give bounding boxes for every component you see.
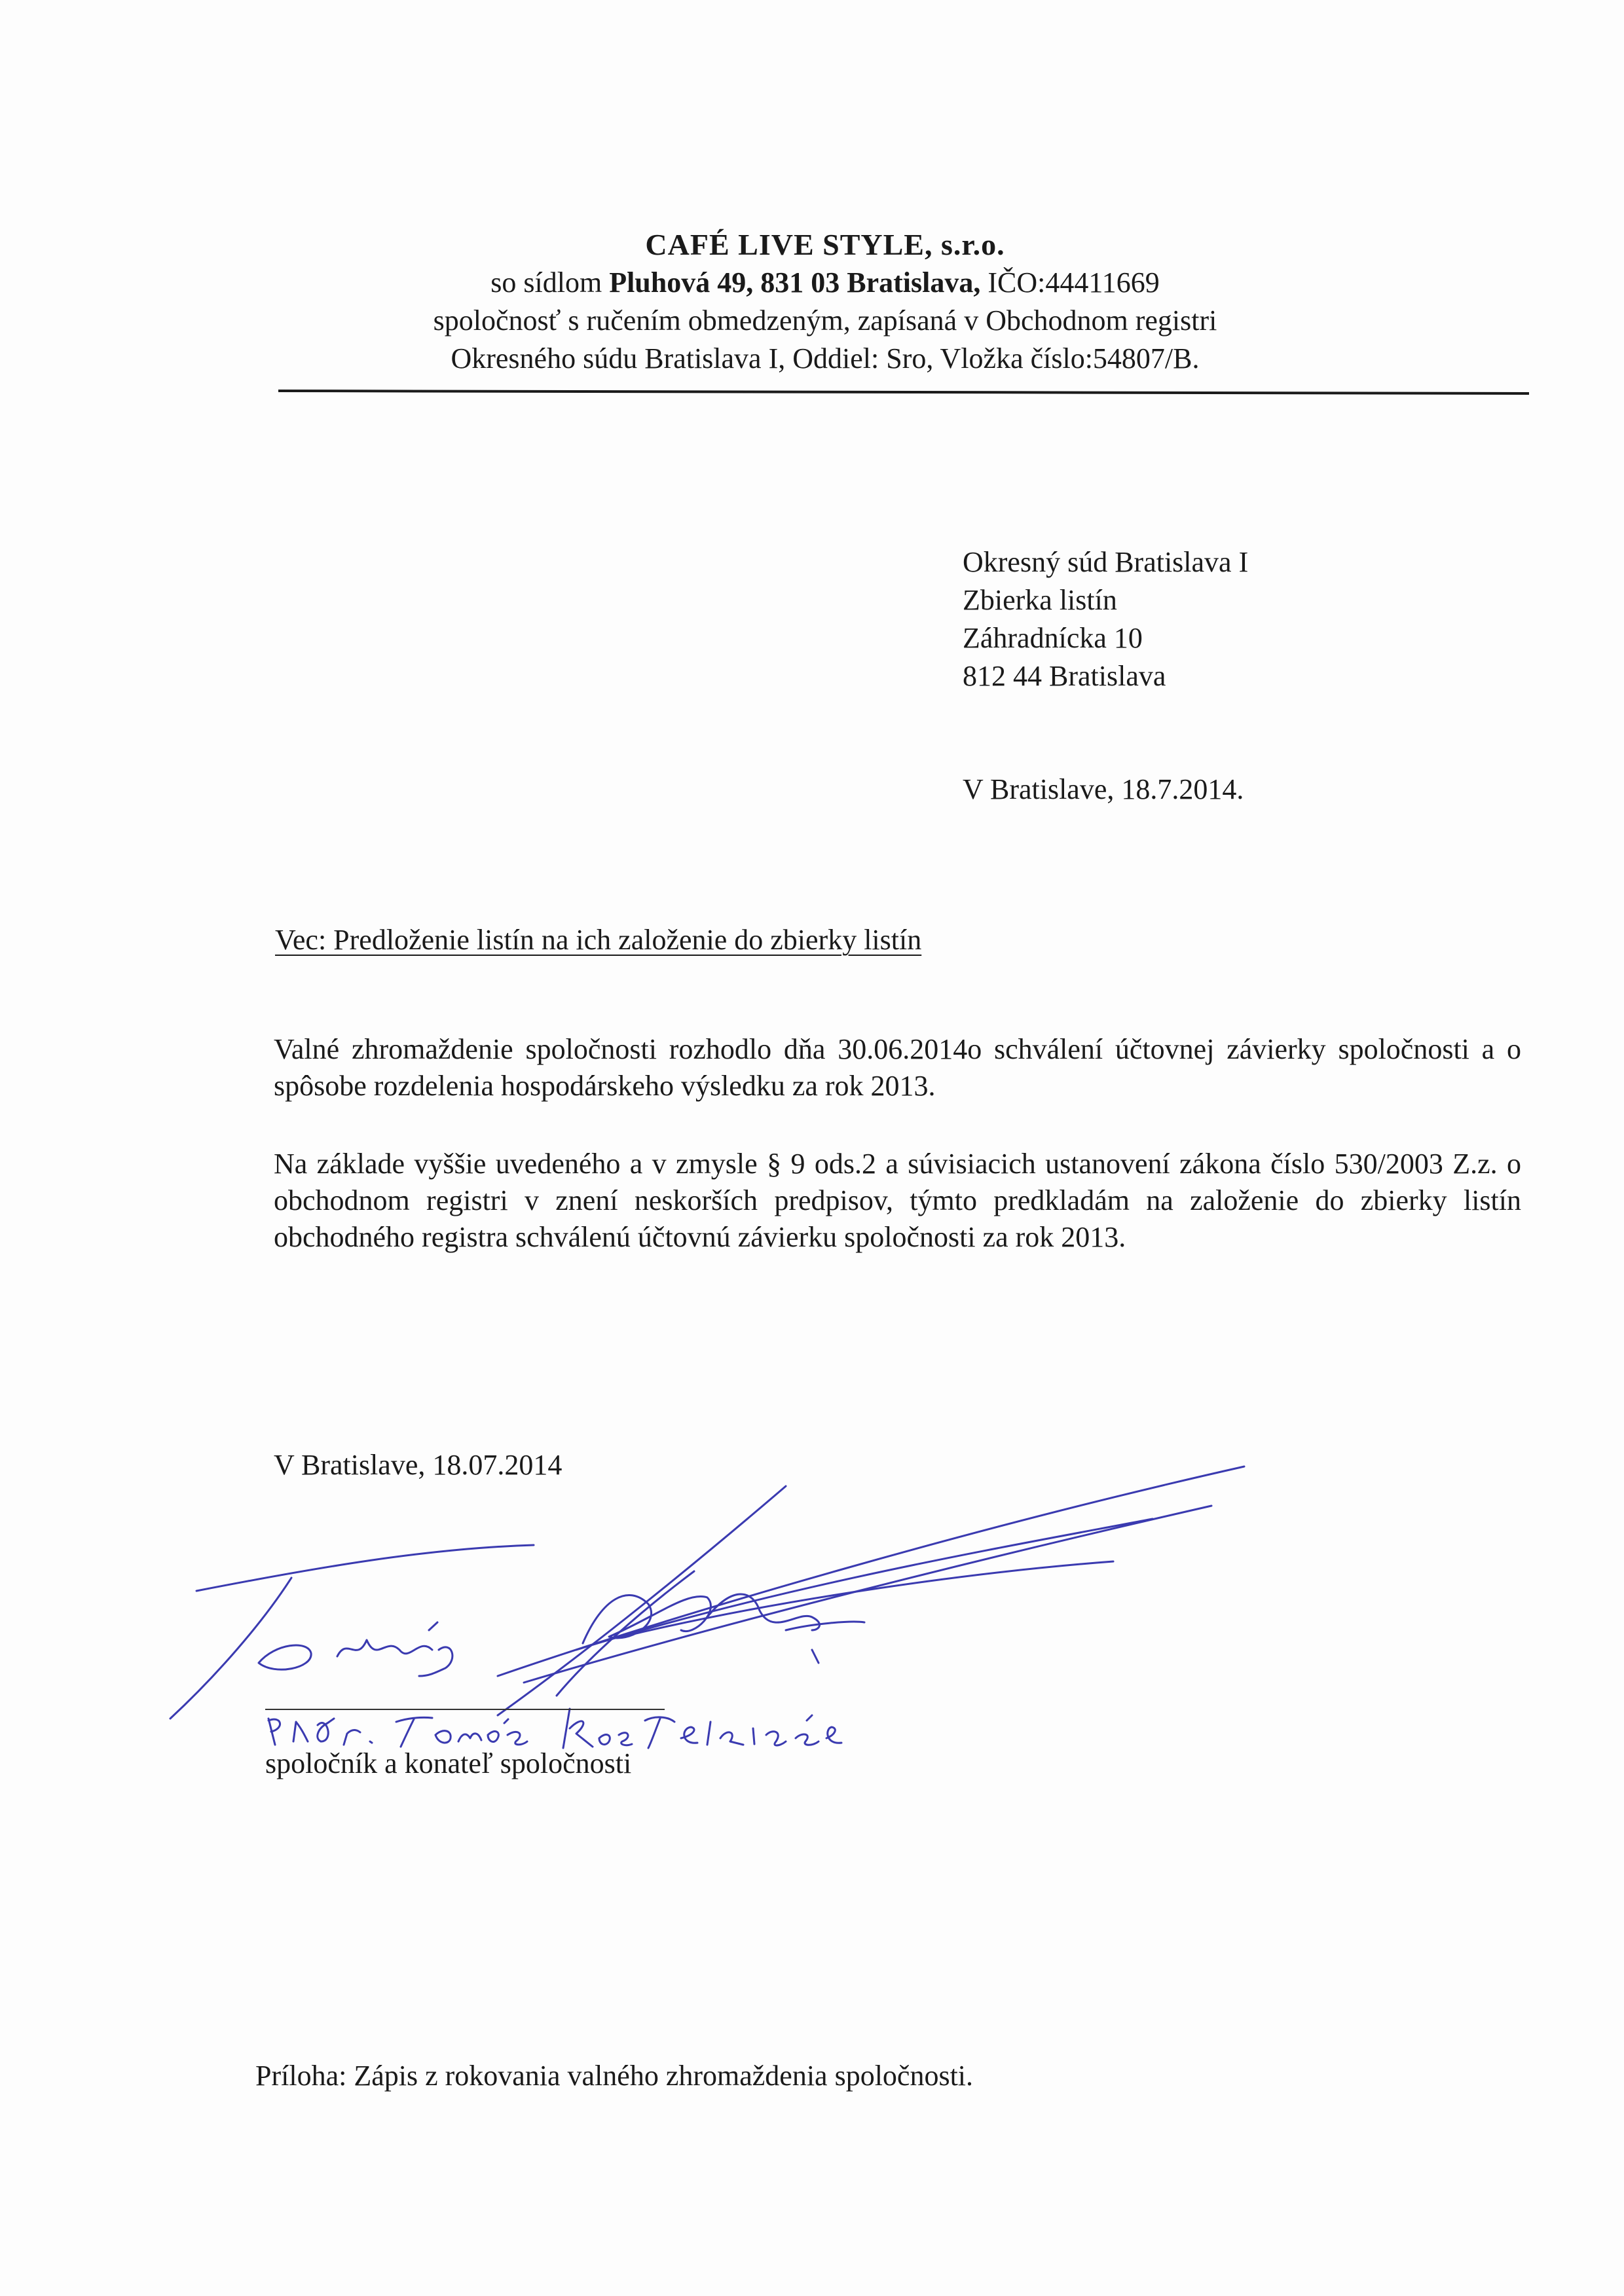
letterhead-divider — [278, 390, 1529, 395]
signature-stroke — [504, 1719, 508, 1723]
company-seat-line — [275, 264, 1375, 302]
place-date-bottom: V Bratislave, 18.07.2014 — [274, 1449, 563, 1481]
recipient-line-4: 812 44 Bratislava — [963, 660, 1166, 692]
signature-stroke — [396, 1717, 432, 1747]
letterhead — [275, 226, 1375, 378]
signature-stroke — [753, 1728, 754, 1744]
signature-stroke — [812, 1650, 819, 1663]
signature-stroke — [337, 1640, 432, 1656]
company-name: CAFÉ LIVE STYLE, s.r.o. — [645, 228, 1005, 261]
signature-stroke — [293, 1722, 308, 1741]
signature-stroke — [807, 1715, 812, 1721]
body-paragraph-2: Na základe vyššie uvedeného a v zmysle § 9 ods.2 a súvisiacich ustanovení zákona číslo 530/2003 Z.z. o obchodnom registri v znení neskorších predpisov, týmto predkladám na založenie do zbierky listín obchodného registra schválenú účtovnú závierku spoločnosti za rok 2013. — [274, 1148, 1521, 1253]
signature-stroke — [498, 1486, 786, 1715]
company-court-registration: Okresného súdu Bratislava I, Oddiel: Sro, Vložka číslo:54807/B. — [451, 342, 1200, 374]
signature-stroke — [268, 1719, 280, 1745]
recipient-line-3: Záhradnícka 10 — [963, 622, 1143, 654]
signatory-role: spoločník a konateľ spoločnosti — [265, 1747, 632, 1779]
signature-stroke — [681, 1727, 697, 1743]
signature-stroke — [599, 1735, 610, 1745]
signature-stroke — [796, 1734, 819, 1745]
place-date-top: V Bratislave, 18.7.2014. — [963, 773, 1244, 805]
signature-stroke — [707, 1722, 710, 1745]
signature-stroke — [196, 1545, 534, 1591]
signature-stroke — [370, 1741, 372, 1743]
company-ico: IČO:44411669 — [980, 266, 1160, 299]
signature-stroke — [344, 1730, 360, 1745]
signature-stroke — [507, 1732, 527, 1744]
recipient-line-2: Zbierka listín — [963, 584, 1117, 616]
signature-stroke — [622, 1561, 1113, 1637]
signature-stroke — [170, 1578, 291, 1719]
recipient-line-1: Okresný súd Bratislava I — [963, 546, 1249, 578]
signature-stroke — [786, 1622, 864, 1630]
signature-stroke — [826, 1727, 841, 1743]
signature-stroke — [498, 1467, 1244, 1676]
signature-stroke — [259, 1645, 311, 1669]
signature-stroke — [435, 1731, 451, 1743]
signature-stroke — [488, 1732, 498, 1742]
signature-stroke — [766, 1732, 786, 1745]
subject-line: Vec: Predloženie listín na ich založenie do zbierky listín — [275, 924, 922, 956]
signature-stroke — [318, 1719, 334, 1741]
recipient-address — [963, 543, 1248, 695]
signature-stroke — [458, 1734, 481, 1741]
signature-stroke — [563, 1709, 593, 1748]
signature-stroke — [645, 1717, 674, 1748]
signature-stroke — [583, 1595, 710, 1644]
signature-stroke — [429, 1622, 437, 1630]
seat-address: Pluhová 49, 831 03 Bratislava, — [609, 266, 981, 299]
body-paragraph-1: Valné zhromaždenie spoločnosti rozhodlo dňa 30.06.2014o schválení účtovnej závierky spoločnosti a o spôsobe rozdelenia hospodárskeho výsledku za rok 2013. — [274, 1033, 1521, 1102]
signature-stroke — [707, 1594, 820, 1630]
signature-stroke — [419, 1647, 452, 1676]
signature-stroke — [619, 1733, 632, 1745]
signature-stroke — [524, 1506, 1211, 1683]
attachment-note: Príloha: Zápis z rokovania valného zhromaždenia spoločnosti. — [255, 2060, 974, 2092]
signature-line — [265, 1709, 665, 1710]
signature-stroke — [557, 1571, 694, 1696]
seat-prefix: so sídlom — [490, 266, 610, 299]
signature-stroke — [720, 1732, 743, 1745]
company-legal-form: spoločnosť s ručením obmedzeným, zapísaná v Obchodnom registri — [433, 304, 1217, 337]
signature-stroke — [576, 1519, 1153, 1650]
